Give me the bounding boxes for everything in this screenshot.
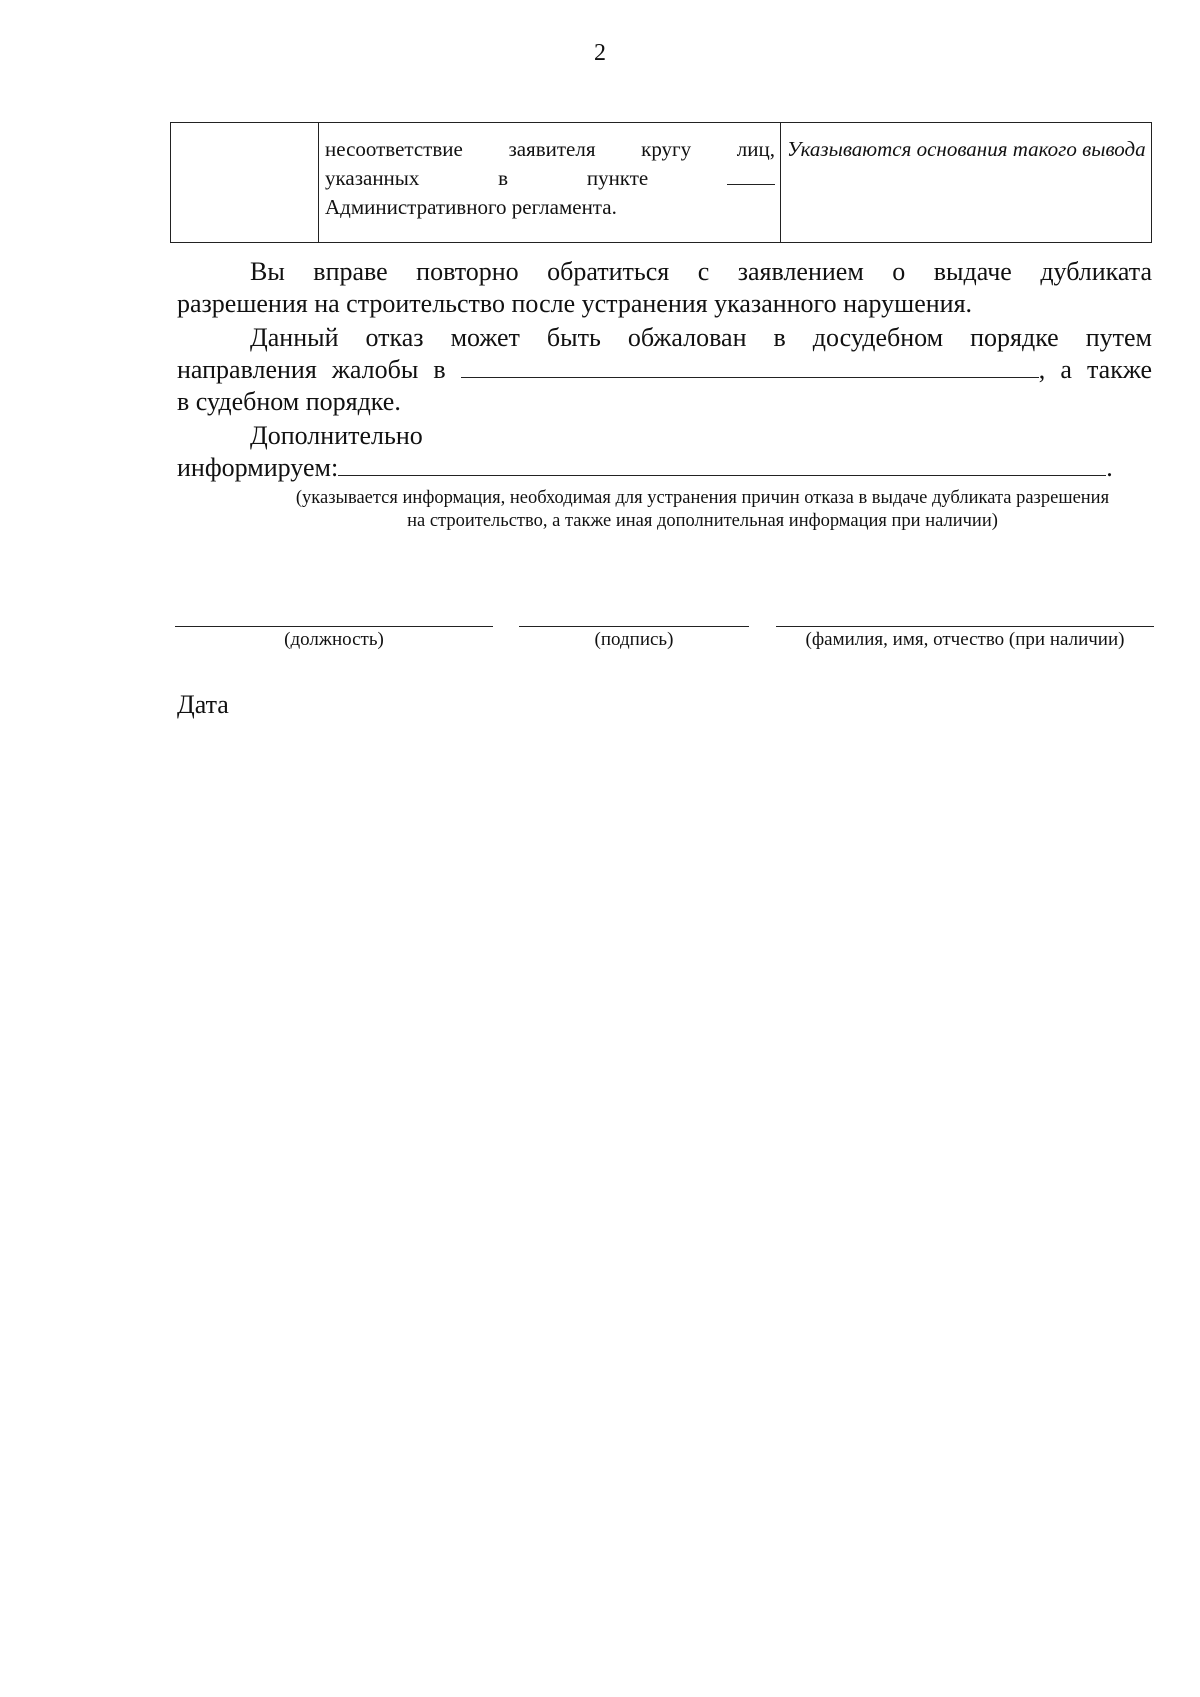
full-name-signature-line — [776, 626, 1154, 627]
appeal-suffix: , а также — [1038, 355, 1152, 384]
reason-line-1: несоответствие заявителя кругу лиц, — [325, 137, 775, 161]
paragraph-appeal-line-3: в судебном порядке. — [177, 387, 401, 416]
date-label: Дата — [177, 690, 229, 719]
paragraph-reapply-line-2: разрешения на строительство после устранения указанного нарушения. — [177, 289, 973, 318]
additional-info-label: информируем: — [177, 453, 339, 482]
paragraph-appeal — [177, 322, 1152, 418]
additional-info-end: . — [1106, 453, 1113, 482]
page-number: 2 — [594, 40, 606, 66]
paragraph-appeal-line-1: Данный отказ может быть обжалован в досудебном порядке путем — [250, 323, 1152, 352]
reason-line-3: Административного регламента. — [325, 195, 617, 219]
hint-line-2: на строительство, а также иная дополнительная информация при наличии) — [407, 511, 998, 531]
paragraph-additional-info — [177, 420, 1152, 484]
appeal-body-blank — [461, 355, 1039, 378]
position-caption: (должность) — [284, 629, 384, 650]
paragraph-reapply-line-1: Вы вправе повторно обратиться с заявлением о выдаче дубликата — [250, 257, 1152, 286]
table-cell-reason — [319, 123, 781, 243]
position-signature-line — [175, 626, 493, 627]
additional-info-blank — [338, 453, 1106, 476]
paragraph-number-blank — [727, 166, 775, 185]
table-cell-explanation: Указываются основания такого вывода — [781, 123, 1152, 243]
signature-line — [519, 626, 749, 627]
refusal-reason-table — [170, 122, 1152, 243]
additional-info-line-1: Дополнительно — [250, 421, 423, 450]
paragraph-reapply — [177, 256, 1152, 320]
additional-info-line-2 — [177, 452, 1152, 484]
table-cell-number — [171, 123, 319, 243]
reason-line-2-text: указанных в пункте — [325, 166, 649, 190]
table-row — [171, 123, 1152, 243]
additional-info-hint — [250, 487, 1155, 533]
hint-line-1: (указывается информация, необходимая для устранения причин отказа в выдаче дубликата разрешения — [295, 488, 1110, 508]
paragraph-appeal-line-2 — [177, 354, 1152, 386]
reason-line-2 — [325, 164, 775, 193]
signature-caption: (подпись) — [594, 629, 674, 650]
appeal-prefix: направления жалобы в — [177, 355, 446, 384]
full-name-caption: (фамилия, имя, отчество (при наличии) — [805, 629, 1125, 650]
